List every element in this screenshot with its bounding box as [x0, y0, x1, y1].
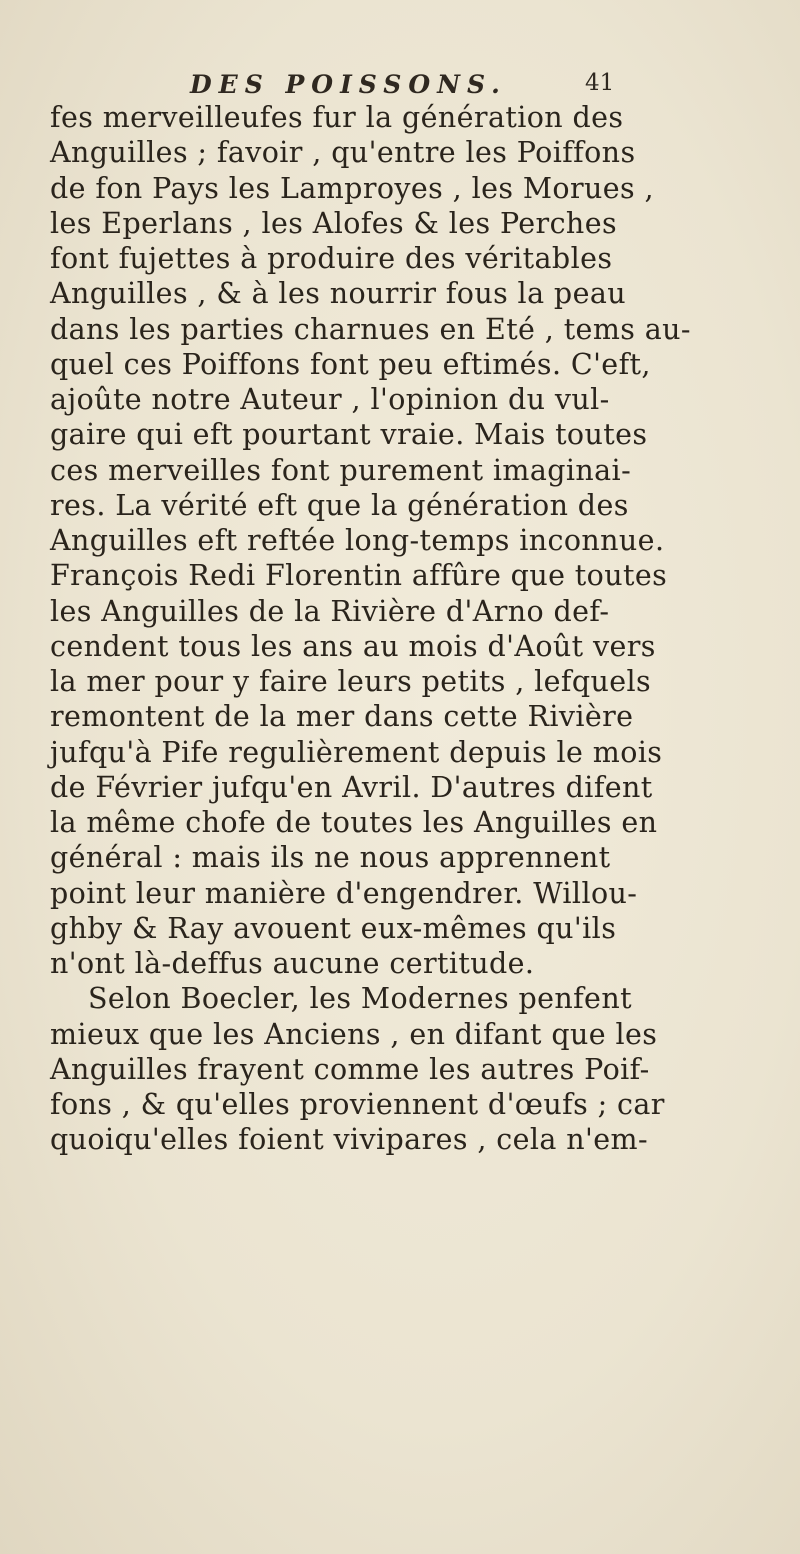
text-line: res. La vérité eft que la génération des — [50, 488, 629, 522]
text-line: général : mais ils ne nous apprennent — [50, 841, 611, 875]
text-line: ces merveilles font purement imaginai- — [50, 453, 632, 487]
text-line: Anguilles eft reftée long-temps inconnue. — [50, 524, 665, 557]
text-line: la mer pour y faire leurs petits , lefquels — [50, 665, 652, 698]
text-line: quel ces Poiffons font peu eftimés. C'eft, — [50, 347, 651, 381]
text-line: de fon Pays les Lamproyes , les Morues , — [50, 171, 654, 205]
text-line: Anguilles frayent comme les autres Poif- — [50, 1052, 650, 1086]
text-line: ghby & Ray avouent eux-mêmes qu'ils — [50, 911, 617, 945]
text-line: fes merveilleufes fur la génération des — [50, 101, 624, 134]
text-line: jufqu'à Pife regulièrement depuis le mois — [50, 735, 663, 769]
text-line: gaire qui eft pourtant vraie. Mais toutes — [50, 418, 648, 452]
text-line: point leur manière d'engendrer. Willou- — [50, 876, 638, 910]
text-line: Anguilles ; favoir , qu'entre les Poiffons — [50, 136, 636, 170]
text-line: les Eperlans , les Alofes & les Perches — [50, 206, 617, 240]
page-number: 41 — [585, 70, 615, 96]
text-line: ajoûte notre Auteur , l'opinion du vul- — [50, 383, 610, 416]
text-line: mieux que les Anciens , en difant que les — [50, 1017, 658, 1051]
text-line: n'ont là-deffus aucune certitude. — [50, 947, 535, 980]
text-line: Anguilles , & à les nourrir fous la peau — [50, 277, 626, 311]
text-line: les Anguilles de la Rivière d'Arno def- — [50, 594, 610, 628]
text-line: fons , & qu'elles proviennent d'œufs ; car — [50, 1088, 665, 1121]
text-line: font fujettes à produire des véritables — [50, 242, 613, 275]
text-line: Selon Boecler, les Modernes penfent — [88, 982, 632, 1016]
text-line: la même chofe de toutes les Anguilles en — [50, 806, 658, 839]
text-line: quoiqu'elles foient vivipares , cela n'em- — [50, 1123, 648, 1157]
text-line: dans les parties charnues en Eté , tems au- — [50, 312, 691, 346]
text-line: cendent tous les ans au mois d'Août vers — [50, 629, 656, 663]
text-line: François Redi Florentin affûre que toutes — [50, 559, 668, 593]
text-line: de Février jufqu'en Avril. D'autres difent — [50, 770, 653, 804]
running-head: DES POISSONS. — [190, 70, 507, 99]
text-line: remontent de la mer dans cette Rivière — [50, 700, 634, 734]
body-text — [50, 100, 750, 1158]
